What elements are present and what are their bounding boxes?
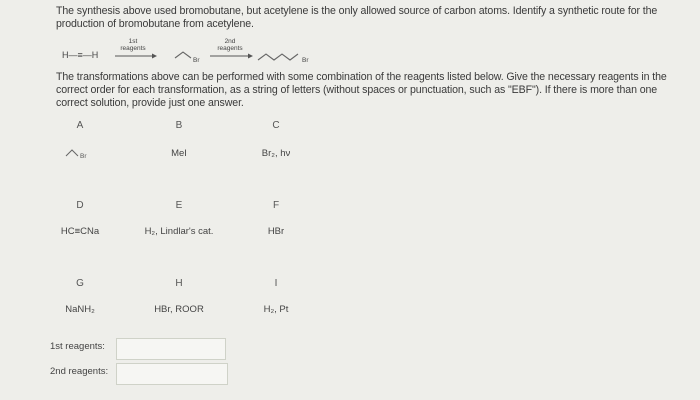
mid-br-label: Br (193, 57, 200, 64)
reagent-letter-g: G (76, 278, 84, 289)
reagent-g-text: NaNH₂ (65, 304, 95, 315)
reagent-letter-a: A (76, 120, 84, 131)
reagent-letter-d: D (76, 200, 84, 211)
reagent-a-br-label: Br (80, 153, 87, 160)
reagent-letter-c: C (272, 120, 280, 131)
instructions-text: The transformations above can be performed with some combination of the reagents listed below. Give the necessary reagents in the correct order for each transformation, as a string of letters (without spaces or punctuation, such as "EBF"). If there is more than one correct solution, provide just one answer. (56, 71, 667, 110)
reagent-c-text: Br₂, hν (261, 148, 291, 159)
reagent-i-text: H₂, Pt (263, 304, 289, 315)
bromoethane-structure (175, 52, 191, 58)
arrow1-head (152, 54, 157, 59)
reagent-letter-f: F (272, 200, 280, 211)
intro-text: The synthesis above used bromobutane, but acetylene is the only allowed source of carbon atoms. Identify a synthetic route for the production of bromobutane from acetylene. (56, 5, 658, 31)
first-reagents-input[interactable] (116, 338, 226, 360)
reagent-h-text: HBr, ROOR (154, 304, 204, 315)
second-reagents-label: 2nd reagents: (50, 366, 109, 377)
reagent-d-text: HC≡CNa (60, 226, 100, 237)
reagent-letter-h: H (175, 278, 183, 289)
reagent-a-structure (64, 146, 104, 160)
first-reagents-label: 1st reagents: (50, 341, 105, 352)
arrow1-bottom-label: reagents (120, 45, 146, 52)
arrow2-bottom-label: reagents (217, 45, 243, 52)
reagent-letter-i: I (274, 278, 278, 289)
arrow2-head (248, 54, 253, 59)
second-reagents-input[interactable] (116, 363, 228, 385)
reagent-letter-e: E (175, 200, 183, 211)
reagent-letter-b: B (175, 120, 183, 131)
reagent-b-text: MeI (171, 148, 187, 159)
end-br-label: Br (302, 57, 309, 64)
reaction-scheme (0, 0, 700, 80)
arrow2-top-label: 2nd (224, 38, 236, 45)
reagent-e-text: H₂, Lindlar's cat. (144, 226, 214, 237)
bromobutane-structure (258, 54, 298, 60)
scheme-start: H—≡—H (62, 50, 99, 60)
reagent-f-text: HBr (267, 226, 285, 237)
arrow1-top-label: 1st (128, 38, 138, 45)
